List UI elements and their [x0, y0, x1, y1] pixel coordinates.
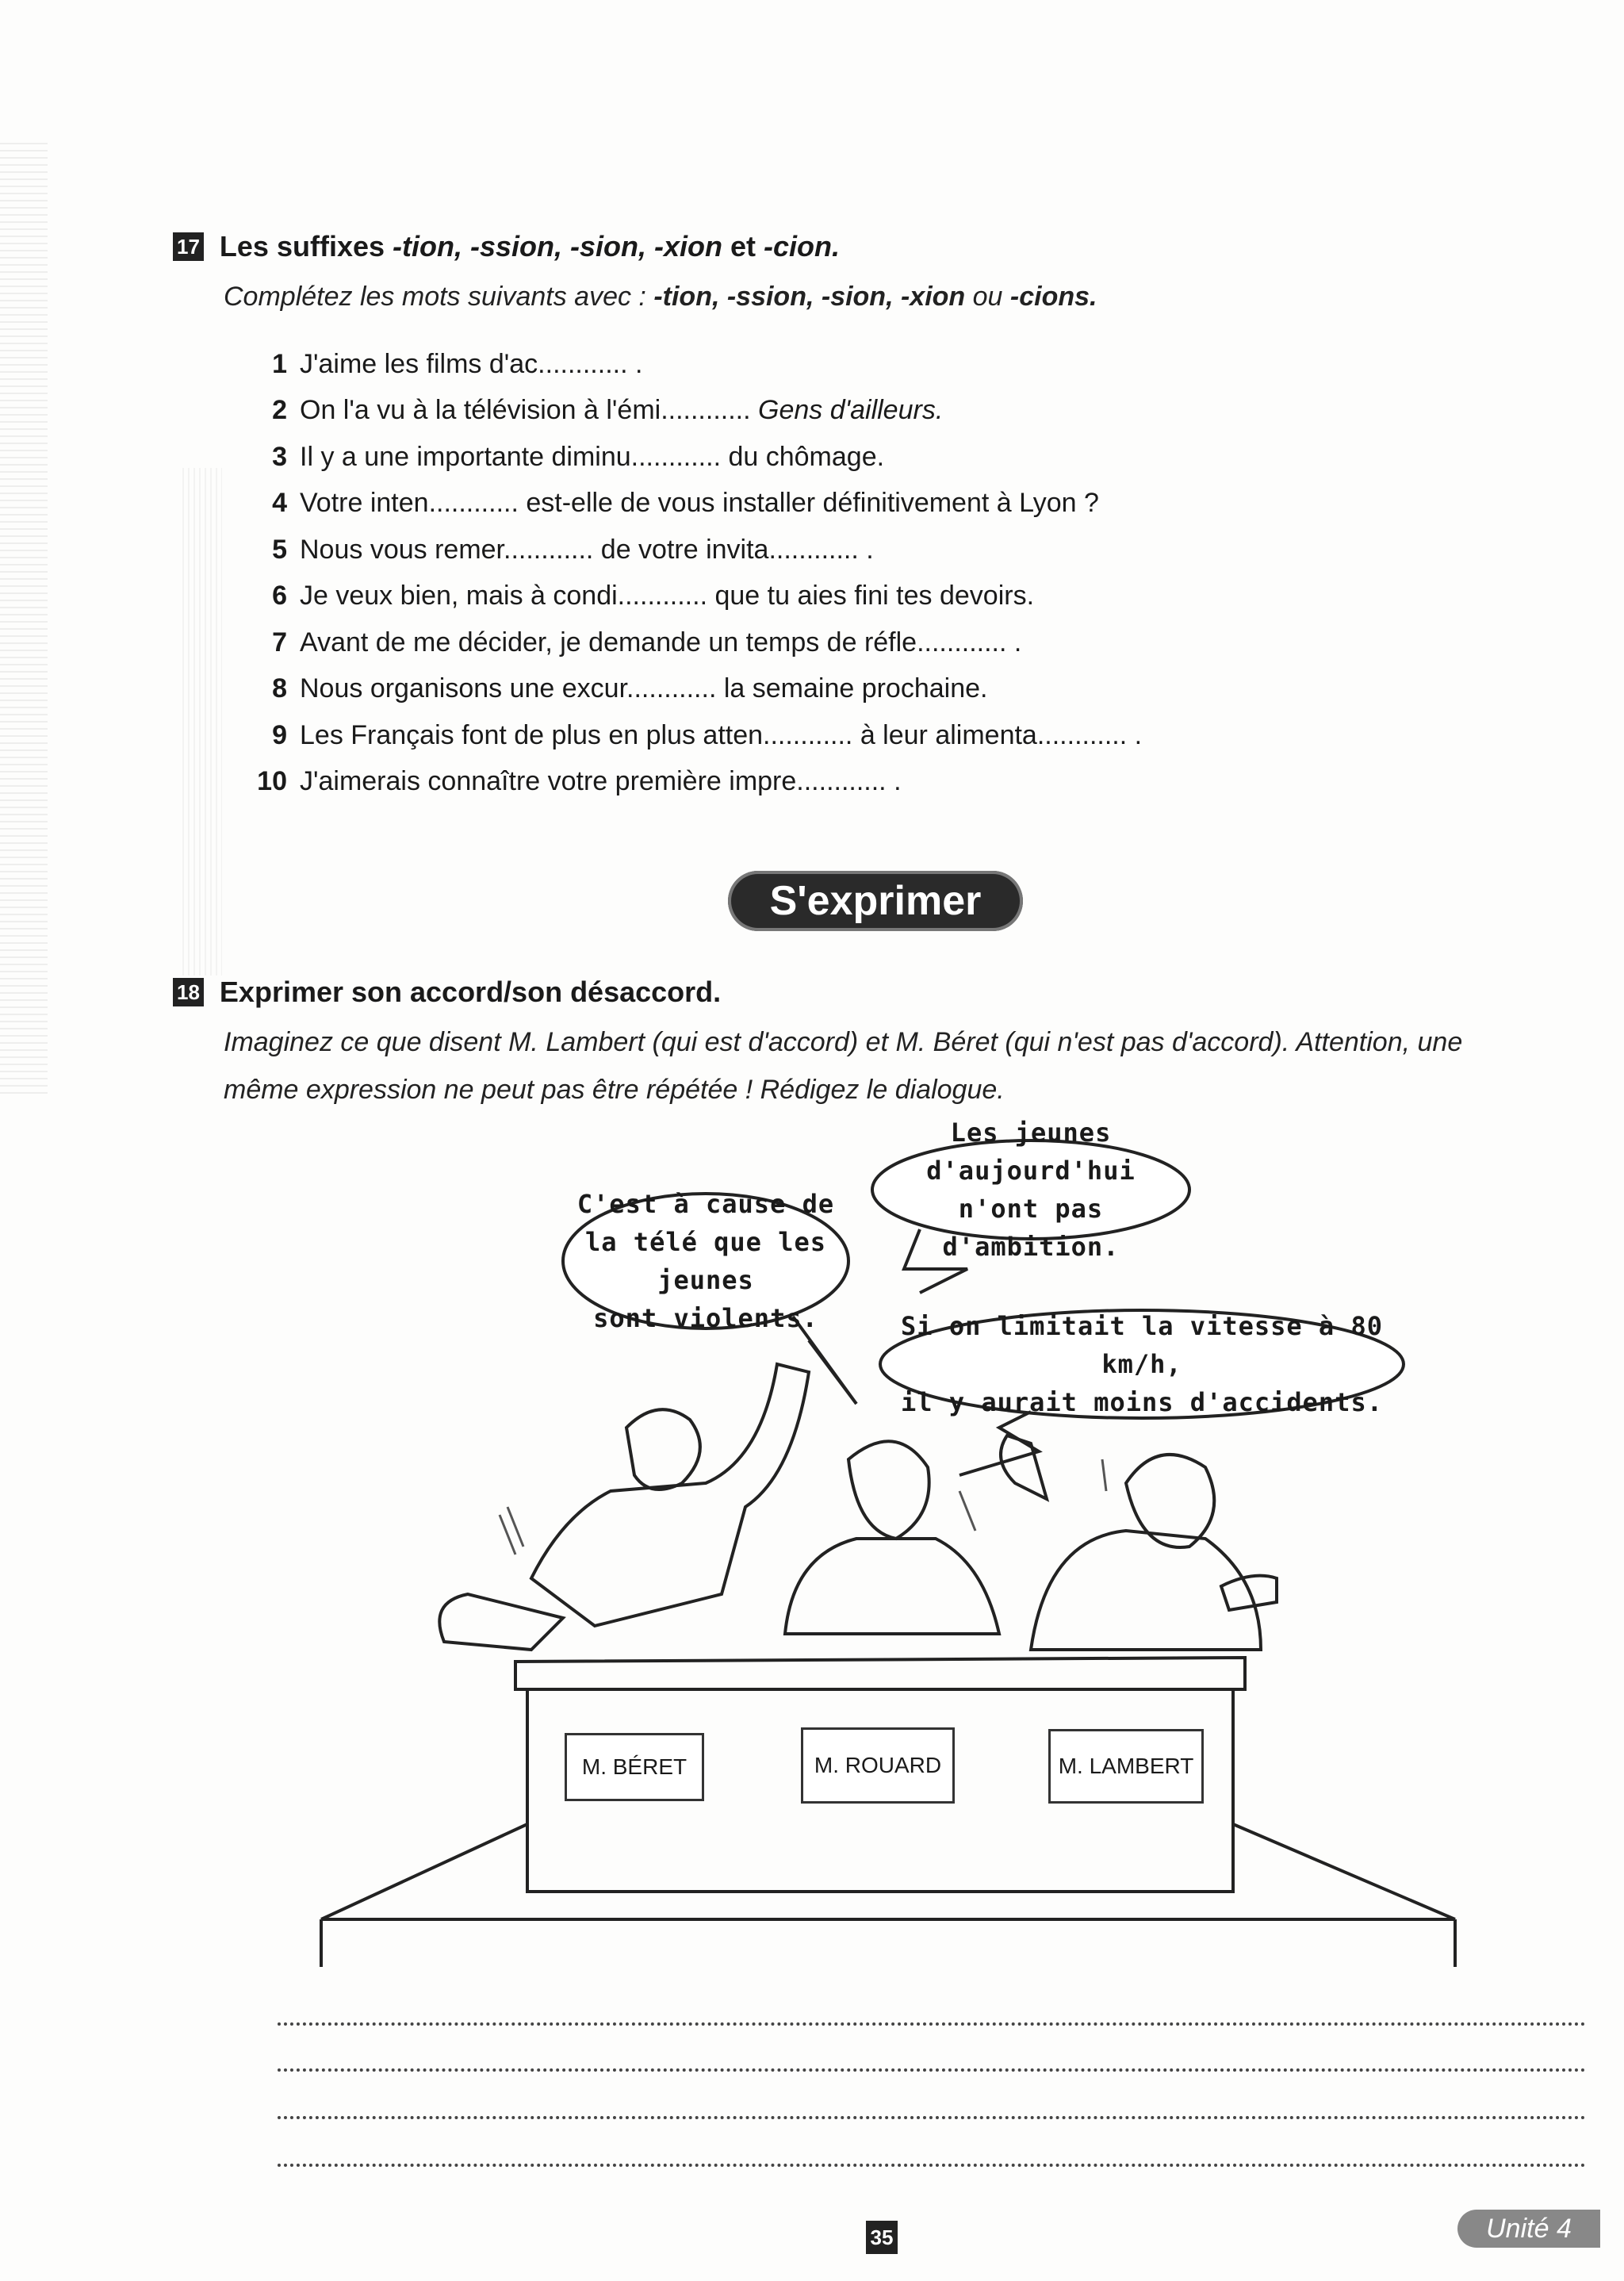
speech-bubble-top: Les jeunes d'aujourd'hui n'ont pas d'ambition.	[926, 1117, 1136, 1262]
list-item: 9 Les Français font de plus en plus atten............ à leur alimenta............ .	[272, 719, 1143, 750]
list-item: 7 Avant de me décider, je demande un temps de réfle............ .	[272, 627, 1022, 657]
floor	[321, 1824, 1455, 1967]
list-item: 10 J'aimerais connaître votre première impre............ .	[257, 766, 902, 797]
exercise-18-title: Exprimer son accord/son désaccord.	[219, 976, 722, 1008]
exercise-18-instruction-line2: même expression ne peut pas être répétée ! Rédigez le dialogue.	[224, 1075, 1005, 1105]
list-item: 3 Il y a une importante diminu............ du chômage.	[272, 441, 885, 472]
unit-badge: Unité 4	[1457, 2210, 1600, 2248]
nameplate-beret: M. BÉRET	[565, 1733, 704, 1801]
speech-bubble-right: Si on limitait la vitesse à 80 km/h, il y aurait moins d'accidents.	[901, 1311, 1383, 1417]
exercise-17-instruction: Complétez les mots suivants avec : -tion, -ssion, -sion, -xion ou -cions.	[224, 282, 1097, 312]
page-number: 35	[866, 2221, 898, 2254]
list-item: 1 J'aime les films d'ac............ .	[272, 348, 643, 379]
nameplate-lambert: M. LAMBERT	[1048, 1729, 1204, 1804]
person-lambert	[1001, 1436, 1277, 1650]
exercise-18-number: 18	[173, 978, 204, 1006]
list-item: 4 Votre inten............ est-elle de vous installer définitivement à Lyon ?	[272, 488, 1099, 519]
answer-line-1[interactable]	[278, 2022, 1586, 2026]
answer-line-2[interactable]	[278, 2068, 1586, 2072]
answer-line-4[interactable]	[278, 2164, 1586, 2167]
list-item: 5 Nous vous remer............ de votre invita............ .	[272, 534, 874, 565]
exercise-18-instruction-line1: Imaginez ce que disent M. Lambert (qui est d'accord) et M. Béret (qui n'est pas d'accord). Attention, une	[224, 1027, 1463, 1057]
list-item: 6 Je veux bien, mais à condi............ que tu aies fini tes devoirs.	[272, 581, 1035, 611]
speech-bubble-left: C'est à cause de la télé que les jeunes sont violents.	[576, 1189, 835, 1333]
person-beret	[439, 1364, 809, 1650]
exercise-17-number: 17	[173, 232, 204, 261]
answer-line-3[interactable]	[278, 2116, 1586, 2119]
exercise-17-title: Les suffixes -tion, -ssion, -sion, -xion et -cion.	[219, 230, 840, 263]
section-heading-badge: S'exprimer	[728, 871, 1023, 931]
desk-top	[515, 1658, 1245, 1689]
list-item: 8 Nous organisons une excur............ la semaine prochaine.	[272, 673, 988, 704]
list-item: 2 On l'a vu à la télévision à l'émi............ Gens d'ailleurs.	[272, 395, 944, 426]
nameplate-rouard: M. ROUARD	[801, 1727, 955, 1804]
person-rouard	[785, 1441, 999, 1634]
